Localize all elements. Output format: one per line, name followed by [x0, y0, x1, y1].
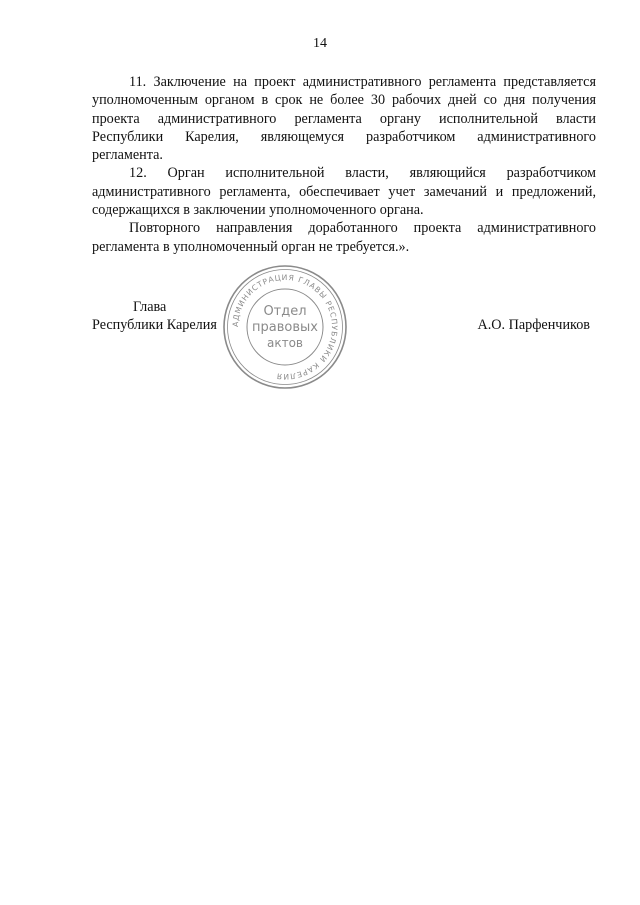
official-seal-stamp	[220, 262, 350, 392]
paragraph-12: 12. Орган исполнительной власти, являющийся разработчиком административного регламента, обеспечивает учет замечаний и предложений, содержащихся в заключении уполномоченного органа.	[92, 165, 596, 219]
signatory-title-line2: Республики Карелия	[92, 317, 217, 333]
paragraph-11: 11. Заключение на проект административного регламента представляется уполномоченным органом в срок не более 30 рабочих дней со дня получения проекта административного регламента органу исполнительной власти Республики Карелия, являющемуся разработчиком административного регламента.	[92, 74, 596, 164]
stamp-center-line3: актов	[266, 336, 304, 350]
stamp-center-line2: правовых	[252, 320, 318, 335]
stamp-ring-text: АДМИНИСТРАЦИЯ ГЛАВЫ РЕСПУБЛИКИ КАРЕЛИЯ	[230, 272, 340, 382]
signatory-title-line1: Глава	[133, 299, 167, 315]
signatory-name: А.О. Парфенчиков	[477, 317, 590, 333]
document-body	[92, 73, 596, 256]
page-number: 14	[313, 36, 327, 51]
paragraph-final: Повторного направления доработанного проекта административного регламента в уполномоченный орган не требуется.».	[92, 220, 596, 255]
stamp-center-line1: Отдел	[263, 304, 307, 319]
